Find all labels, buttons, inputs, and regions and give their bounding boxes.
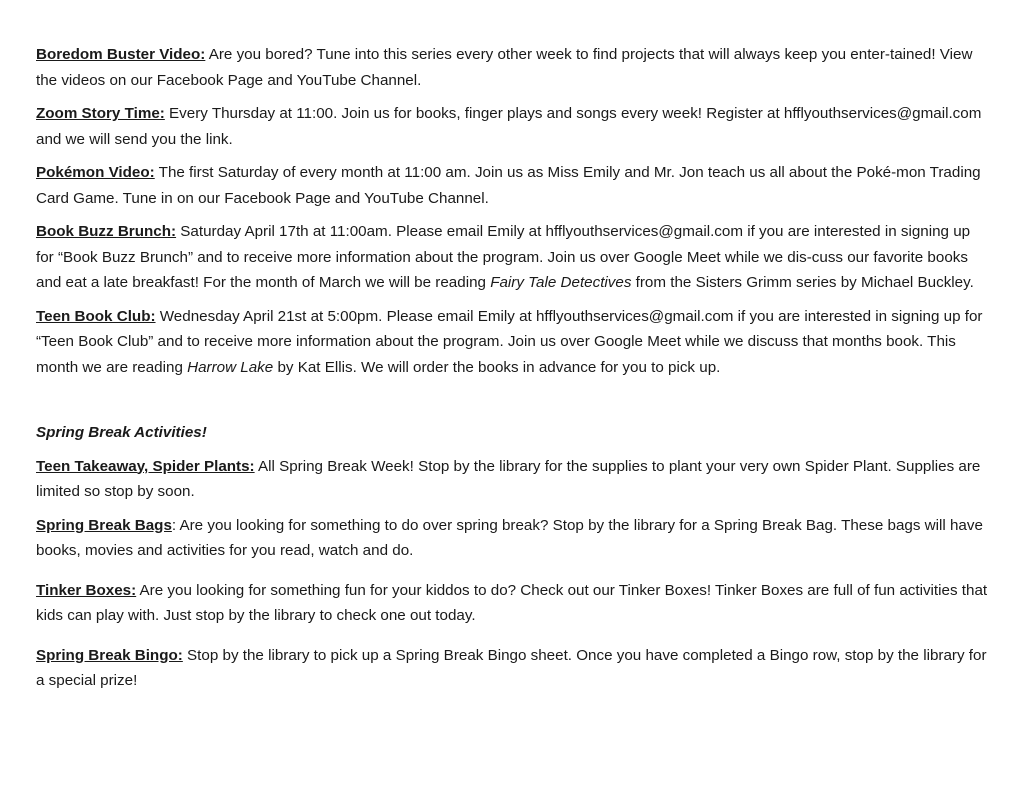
entry-teen-book-club: [36, 304, 988, 381]
entry-spring-break-bingo: [36, 643, 988, 694]
entry-text: Saturday April 17th at 11:00am. Please email Emily at hfflyouthservices@gmail.com if you are interested in signing up for “Book Buzz Brunch” and to receive more information about the program. Join us over Google Meet while we dis-cuss our favorite books and eat a late breakfast! For the month of March we will be reading: [36, 223, 971, 291]
entry-spring-break-bags: [36, 513, 988, 564]
entry-zoom-story-time: [36, 101, 988, 152]
entry-boredom-buster: [36, 42, 988, 93]
entry-label: Pokémon Video:: [36, 164, 155, 181]
spring-break-heading: Spring Break Activities!: [36, 424, 207, 441]
entry-label: Spring Break Bingo:: [36, 646, 183, 664]
entry-book-title: Harrow Lake: [187, 358, 274, 376]
entry-text: Stop by the library to pick up a Spring Break Bingo sheet. Once you have completed a Bingo row, stop by the library for a special prize!: [36, 646, 987, 689]
entry-book-title: Fairy Tale Detectives: [490, 274, 632, 291]
entry-label: Zoom Story Time:: [36, 105, 165, 122]
document-page: [36, 42, 988, 694]
entry-pokemon-video: [36, 160, 988, 211]
entry-text: Are you looking for something fun for your kiddos to do? Check out our Tinker Boxes! Tinker Boxes are full of fun activities that kids can play with. Just stop by the library to check one out today.: [36, 581, 988, 624]
entry-text: Are you bored? Tune into this series every other week to find projects that will always keep you enter-tained! View the videos on our Facebook Page and YouTube Channel.: [36, 46, 973, 89]
entry-label: Spring Break Bags: [36, 516, 172, 534]
entry-text: Wednesday April 21st at 5:00pm. Please email Emily at hfflyouthservices@gmail.com if you are interested in signing up for “Teen Book Club” and to receive more information about the program. Join us over Google Meet while we discuss that months book. This month we are reading: [36, 307, 983, 376]
entry-text: All Spring Break Week! Stop by the library for the supplies to plant your very own Spider Plant. Supplies are limited so stop by soon.: [36, 457, 981, 500]
entry-text: Every Thursday at 11:00. Join us for books, finger plays and songs every week! Register at hfflyouthservices@gmail.com and we will send you the link.: [36, 105, 982, 148]
entry-label: Book Buzz Brunch:: [36, 223, 177, 240]
entry-text-tail: by Kat Ellis. We will order the books in advance for you to pick up.: [273, 358, 721, 376]
entry-label: Teen Takeaway, Spider Plants:: [36, 457, 255, 475]
entry-text: The first Saturday of every month at 11:00 am. Join us as Miss Emily and Mr. Jon teach us all about the Poké-mon Trading Card Game. Tune in on our Facebook Page and YouTube Channel.: [36, 164, 981, 207]
entry-text: : Are you looking for something to do over spring break? Stop by the library for a Spring Break Bag. These bags will have books, movies and activities for you read, watch and do.: [36, 516, 983, 559]
entry-label: Tinker Boxes:: [36, 581, 137, 599]
entry-label: Teen Book Club:: [36, 307, 156, 325]
entry-tinker-boxes: [36, 578, 988, 629]
entry-text-tail: from the Sisters Grimm series by Michael Buckley.: [631, 274, 974, 291]
entry-book-buzz-brunch: [36, 219, 988, 296]
entry-label: Boredom Buster Video:: [36, 46, 206, 63]
entry-teen-takeaway: [36, 454, 988, 505]
